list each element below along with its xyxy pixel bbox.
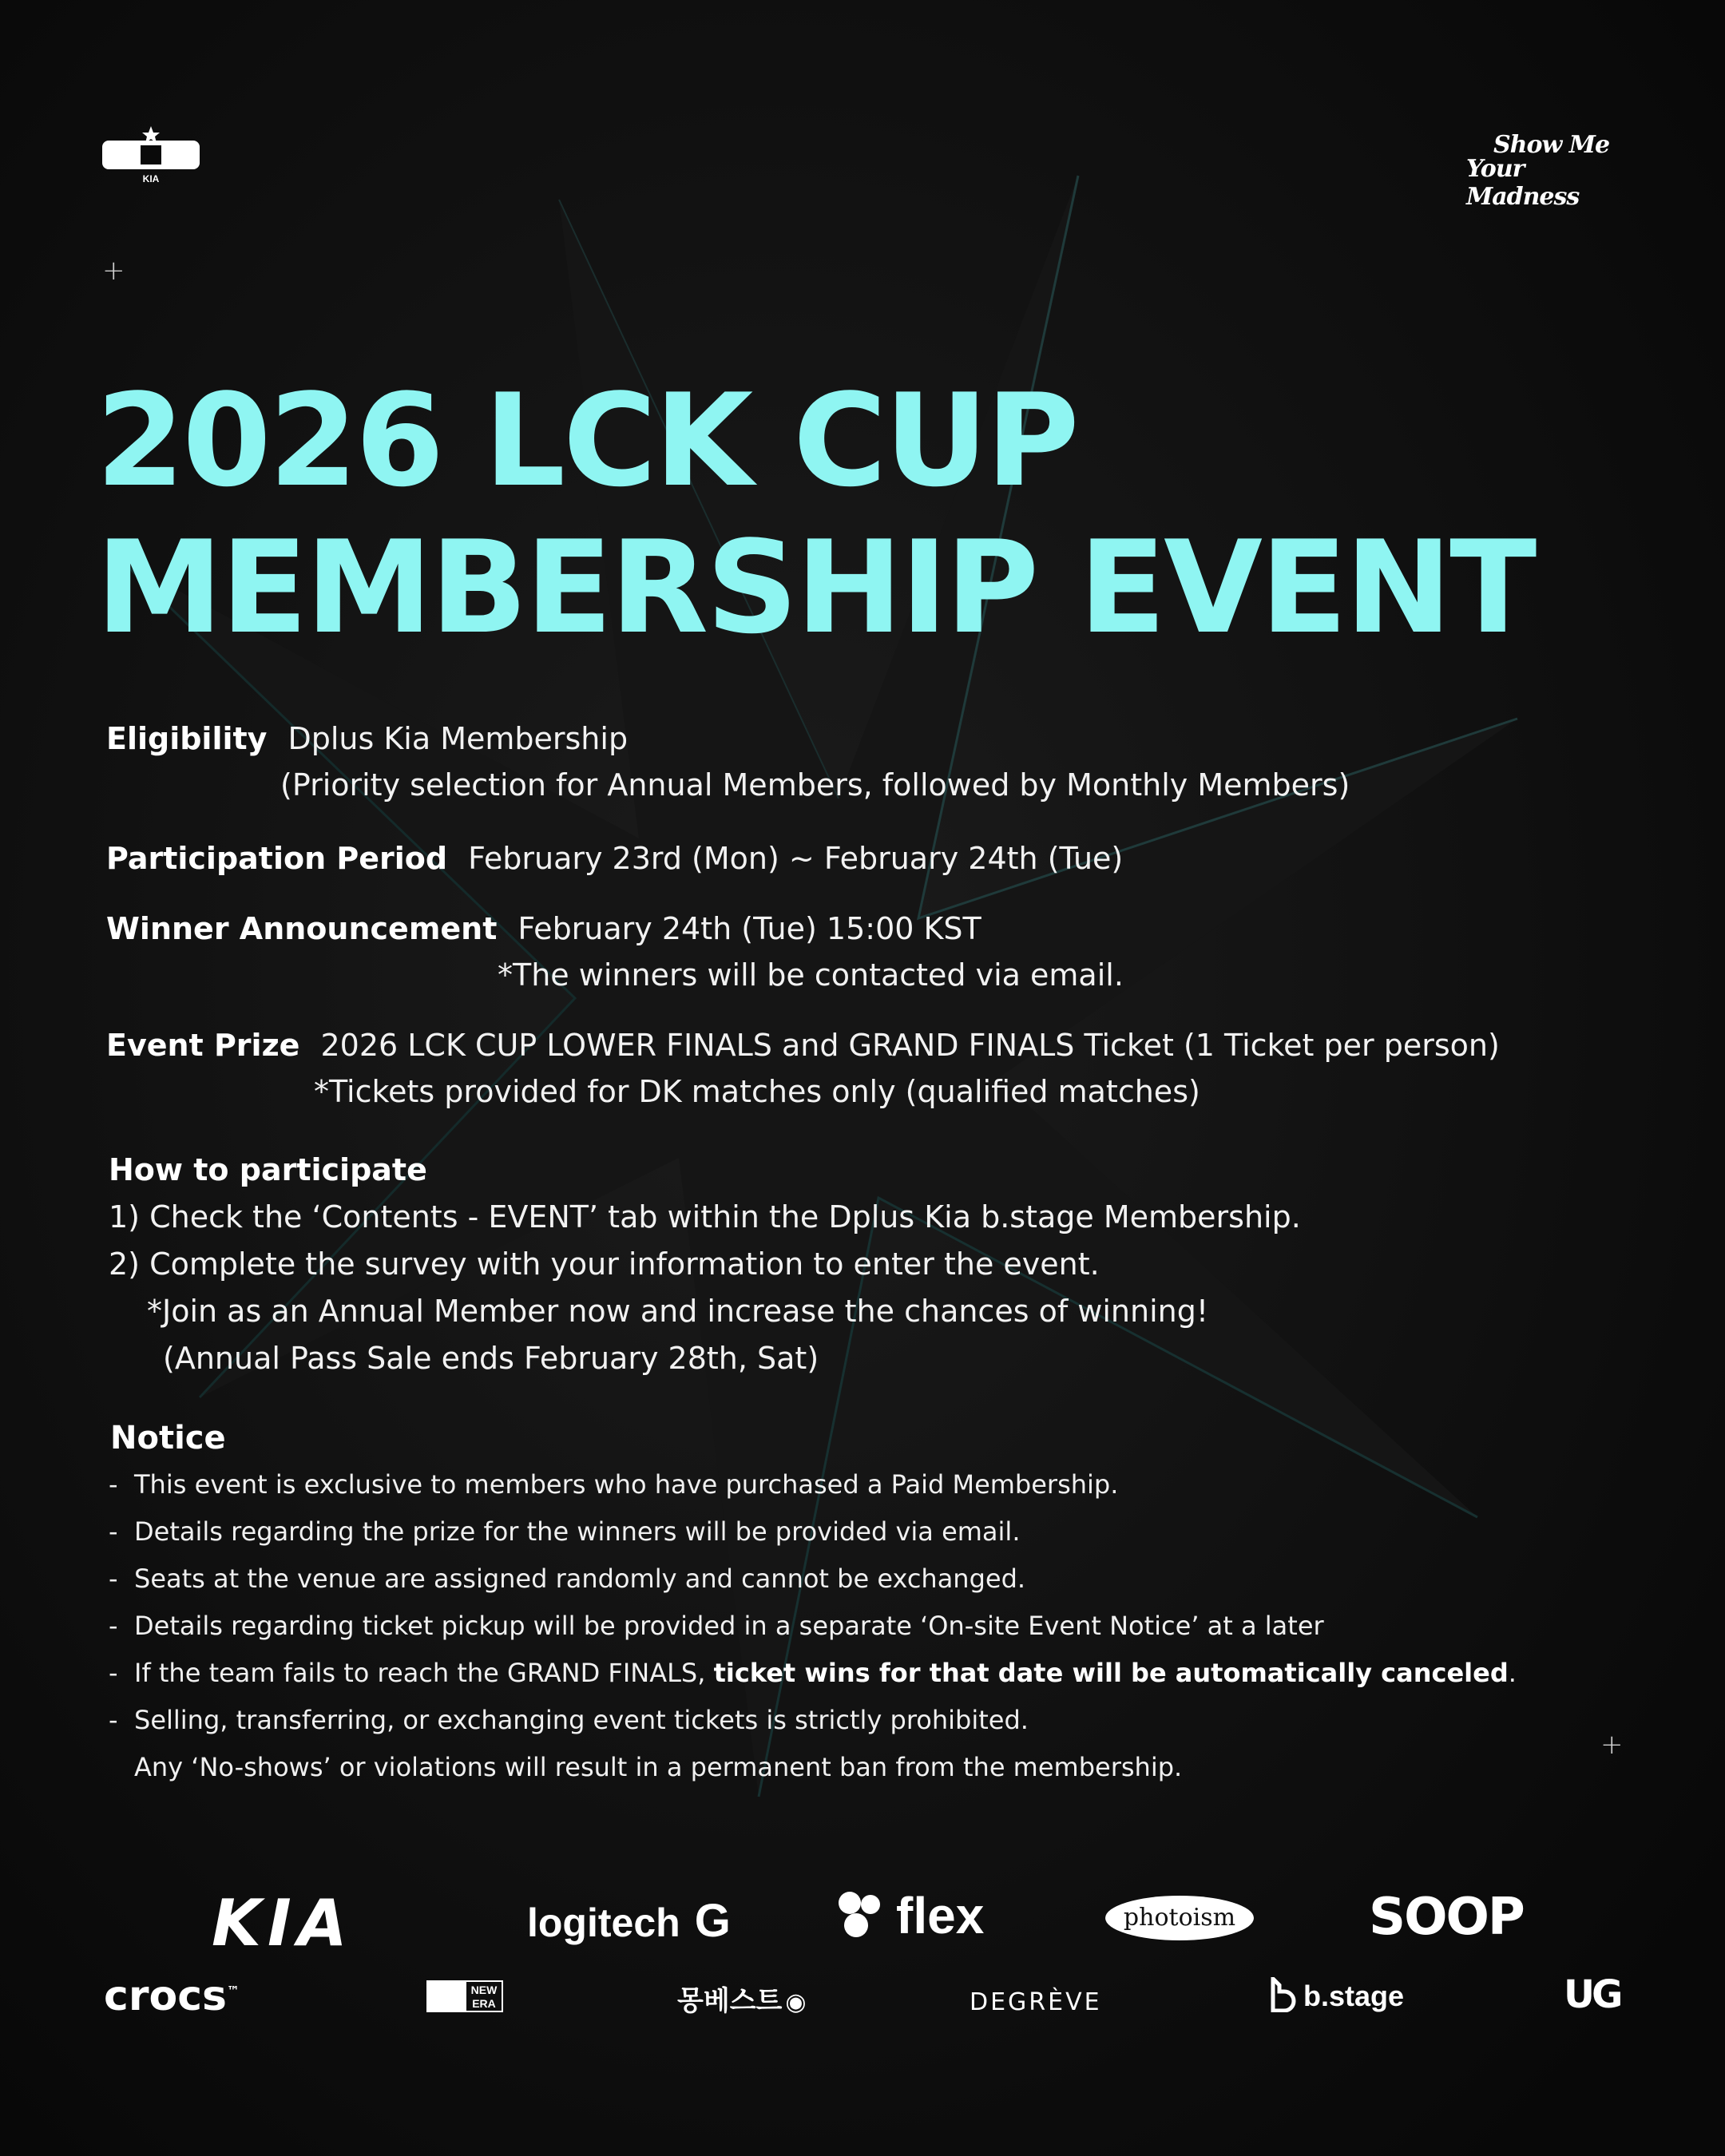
new-era-flag-icon — [428, 1982, 466, 2011]
new-era-sponsor-logo: NEW ERA — [426, 1980, 503, 2012]
how-step-2: 2) Complete the survey with your information to enter the event. — [109, 1246, 1100, 1282]
eligibility-note: (Priority selection for Annual Members, followed by Monthly Members) — [280, 767, 1350, 803]
bstage-b-icon — [1270, 1977, 1297, 2012]
logitech-sponsor-logo: logitech G — [527, 1895, 731, 1947]
logitech-g-icon: G — [694, 1895, 731, 1947]
notice-item: - If the team fails to reach the GRAND FINALS, ticket wins for that date will be automatically canceled. — [109, 1658, 1517, 1688]
prize-value: 2026 LCK CUP LOWER FINALS and GRAND FINALS Ticket (1 Ticket per person) — [320, 1028, 1500, 1063]
team-logo-text: KIA — [142, 173, 160, 184]
mongbest-sponsor-logo: 몽베스트 ◉ — [677, 1985, 807, 2017]
announcement-section — [106, 906, 1124, 998]
slogan-line-1: Show Me — [1493, 131, 1610, 159]
how-note-2: (Annual Pass Sale ends February 28th, Sat) — [163, 1341, 819, 1376]
period-label: Participation Period — [106, 841, 448, 876]
plus-decoration-icon: + — [1600, 1729, 1624, 1761]
title-line-2: MEMBERSHIP EVENT — [96, 513, 1535, 662]
how-to-participate-section — [109, 1147, 1301, 1382]
notice-item: - This event is exclusive to members who have purchased a Paid Membership. — [109, 1469, 1119, 1500]
period-value: February 23rd (Mon) ~ February 24th (Tue) — [468, 841, 1124, 876]
notice-item: Any ‘No-shows’ or violations will result in a permanent ban from the membership. — [134, 1752, 1183, 1782]
notice-heading: Notice — [110, 1420, 226, 1456]
notice-item: - Seats at the venue are assigned randomly and cannot be exchanged. — [109, 1563, 1026, 1594]
flex-sponsor-logo: flex — [835, 1886, 984, 1945]
notice-section — [110, 1415, 1517, 1791]
soop-sponsor-logo: SOOP — [1369, 1888, 1524, 1947]
photoism-sponsor-logo: photoism — [1105, 1896, 1254, 1940]
prize-note: *Tickets provided for DK matches only (qualified matches) — [314, 1074, 1200, 1109]
crocs-sponsor-logo: crocs™ — [104, 1972, 240, 2020]
team-shield-logo-icon — [102, 126, 200, 184]
announcement-label: Winner Announcement — [106, 911, 498, 946]
slogan-logo — [1463, 128, 1623, 211]
how-step-1: 1) Check the ‘Contents - EVENT’ tab within the Dplus Kia b.stage Membership. — [109, 1199, 1301, 1235]
bstage-sponsor-logo: b.stage — [1270, 1977, 1404, 2013]
ug-sponsor-logo: UG — [1564, 1972, 1620, 2017]
kia-sponsor-logo: KIA — [212, 1886, 354, 1960]
title-line-1: 2026 LCK CUP — [96, 366, 1077, 515]
prize-section — [106, 1022, 1500, 1115]
notice-list — [109, 1461, 1517, 1791]
notice-item: - Details regarding ticket pickup will be provided in a separate ‘On-site Event Notice’ at a later — [109, 1611, 1324, 1641]
eligibility-section — [106, 715, 1350, 808]
slogan-line-2: Your Madness — [1466, 155, 1580, 211]
drop-icon: ◉ — [785, 1988, 807, 2016]
eligibility-value: Dplus Kia Membership — [288, 721, 629, 756]
notice-item: - Details regarding the prize for the winners will be provided via email. — [109, 1516, 1021, 1547]
eligibility-label: Eligibility — [106, 721, 268, 756]
announcement-value: February 24th (Tue) 15:00 KST — [518, 911, 981, 946]
period-section — [106, 835, 1123, 882]
notice-item: - Selling, transferring, or exchanging event tickets is strictly prohibited. — [109, 1705, 1029, 1735]
event-title — [96, 367, 1534, 661]
plus-decoration-icon: + — [102, 255, 125, 287]
prize-label: Event Prize — [106, 1028, 300, 1063]
degreve-sponsor-logo: DEGRÈVE — [970, 1988, 1102, 2016]
how-heading: How to participate — [109, 1152, 427, 1187]
announcement-note: *The winners will be contacted via email. — [498, 957, 1124, 993]
flex-dots-icon — [835, 1890, 885, 1940]
how-note-1: *Join as an Annual Member now and increase the chances of winning! — [147, 1294, 1209, 1329]
